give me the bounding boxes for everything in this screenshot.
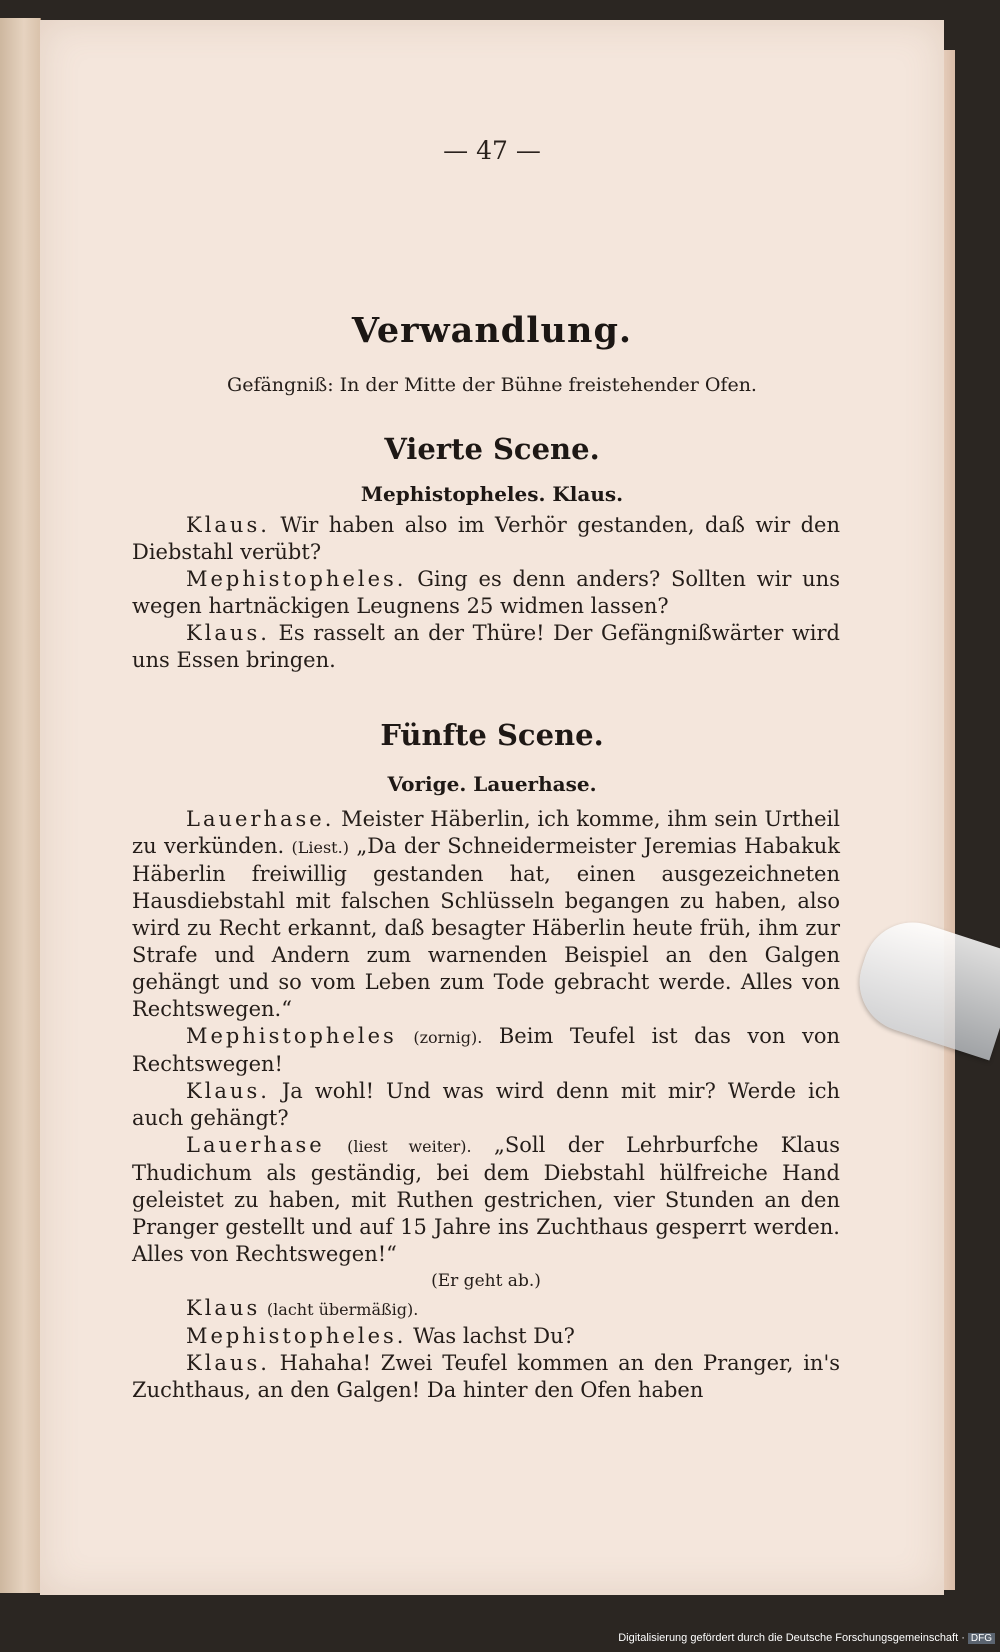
line-text: „Soll der Lehrburfche Klaus Thudichum als geständig, bei dem Diebstahl hülfreiche Hand geleistet zu haben, mit Ruthen gestrichen, vier Stunden an den Pranger gestellt und auf 15 Jahre ins Zuchthaus gesperrt werden. Alles von Rechtswegen!“ [132,1133,841,1266]
scene-4-dialogue [132,512,840,674]
speaker: Lauerhase [186,1133,325,1157]
dialogue-line [132,1023,840,1078]
dialogue-line [132,620,840,674]
section-title: Verwandlung. [351,310,633,351]
speaker: Lauerhase. [186,807,335,831]
speaker: Klaus. [186,1079,270,1103]
dialogue-line [132,1132,840,1268]
speaker: Klaus. [186,621,270,645]
speaker: Klaus [186,1296,261,1320]
speaker: Mephistopheles [186,1024,397,1048]
dialogue-line [132,1078,840,1132]
speaker: Klaus. [186,513,270,537]
speaker: Mephistopheles. [186,1324,407,1348]
dialogue-line [132,806,840,1023]
dialogue-line [132,566,840,620]
scene-5-title: Fünfte Scene. [380,718,604,752]
line-text: Meister Häberlin, ich komme, ihm sein Urtheil zu verkünden. [132,807,840,858]
credit-text: Digitalisierung gefördert durch die Deutsche Forschungsgemeinschaft · [618,1632,965,1644]
dialogue-line [132,1323,840,1350]
scene-4-title: Vierte Scene. [384,432,600,466]
dialogue-line [132,512,840,566]
line-text: Es rasselt an der Thüre! Der Gefängnißwärter wird uns Essen bringen. [132,621,840,672]
book-page [40,20,944,1595]
scene-4-characters: Mephistopheles. Klaus. [360,482,624,506]
setting-description: Gefängniß: In der Mitte der Bühne freistehender Ofen. [227,374,757,396]
dialogue-line [132,1350,840,1404]
speaker: Klaus. [186,1351,270,1375]
exit-direction: (Er geht ab.) [431,1271,541,1291]
speaker: Mephistopheles. [186,567,407,591]
stage-direction: (liest weiter). [347,1137,472,1156]
line-text: Beim Teufel ist das von von Rechtswegen! [132,1024,840,1076]
stage-direction: (Liest.) [291,838,349,857]
digitization-credit [600,1632,995,1650]
stage-direction: (lacht übermäßig). [266,1300,419,1319]
line-text: Was lachst Du? [413,1324,575,1348]
scene-5-characters: Vorige. Lauerhase. [387,772,597,796]
line-text: „Da der Schneidermeister Jeremias Habakuk Häberlin freiwillig gestanden hat, einen ausgezeichneten Hausdiebstahl mit falschen Schlüsseln begangen zu haben, also wird zu Recht erkannt, daß besagter Häberlin heute früh, ihm zur Strafe und Andern zum warnenden Beispiel an den Galgen gehängt und so vom Leben zum Tode gebracht werde. Alles von Rechtswegen.“ [132,834,840,1021]
line-text: Wir haben also im Verhör gestanden, daß wir den Diebstahl verübt? [132,513,840,564]
left-page-edge [0,18,41,1593]
dialogue-line [132,1295,840,1323]
line-text: Ging es denn anders? Sollten wir uns wegen hartnäckigen Leugnens 25 widmen lassen? [132,567,840,618]
line-text: Hahaha! Zwei Teufel kommen an den Pranger, in's Zuchthaus, an den Galgen! Da hinter den Ofen haben [132,1351,840,1402]
line-text: Ja wohl! Und was wird denn mit mir? Werde ich auch gehängt? [132,1079,840,1130]
scene-5-dialogue [132,806,840,1404]
page-number: — 47 — [443,136,541,165]
dfg-logo: DFG [968,1633,995,1644]
stage-direction: (zornig). [413,1028,483,1047]
